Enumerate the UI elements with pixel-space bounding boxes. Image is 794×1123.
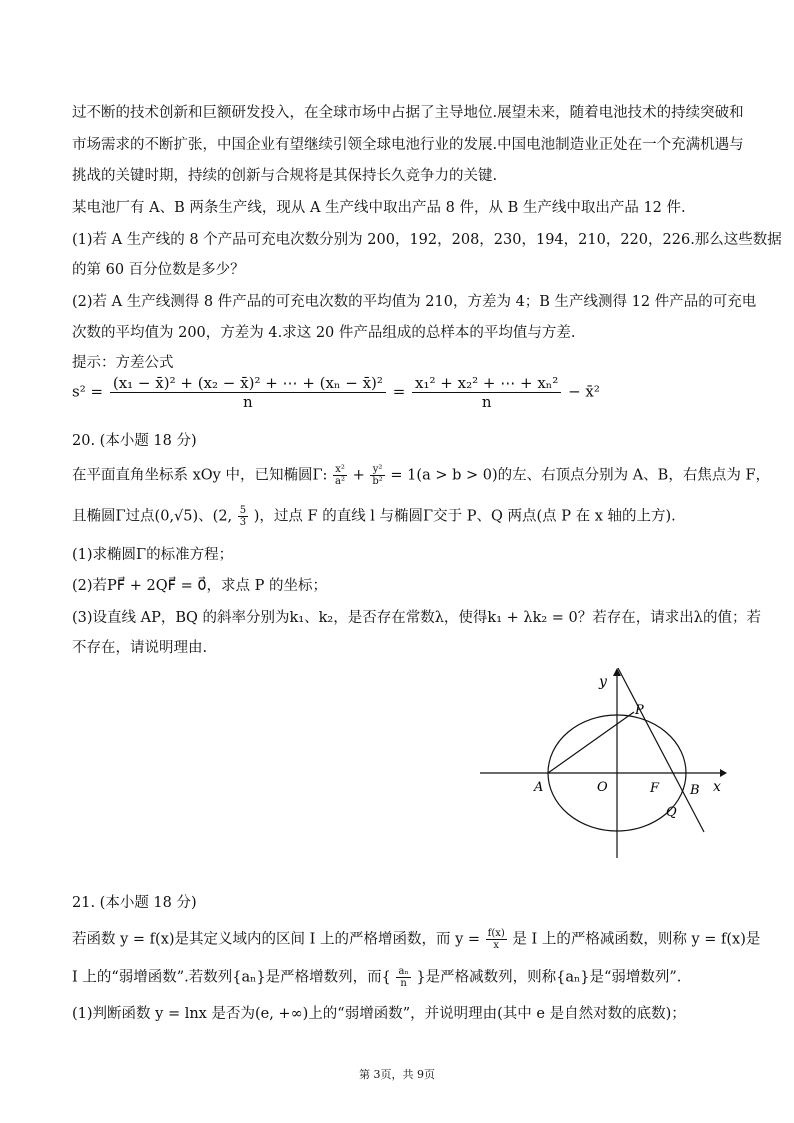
label-p: P (635, 703, 644, 718)
fraction-numerator: f(x) (487, 928, 505, 939)
label-o: O (597, 780, 608, 795)
text-fragment: 且椭圆Γ过点(0,√5)、(2, (72, 508, 233, 525)
text-fragment: = 1(a > b > 0)的左、右顶点分别为 A、B，右焦点为 F， (390, 467, 771, 484)
question-20-part-3-cont: 不存在，请说明理由. (72, 640, 208, 656)
formula-fraction-1-numerator: (x₁ − x̄)² + (x₂ − x̄)² + ⋯ + (xₙ − x̄)² (110, 374, 386, 393)
label-x: x (713, 779, 721, 795)
text-fragment: 是 I 上的严格减函数，则称 y = f(x)是 (512, 931, 761, 948)
fraction-an-n (396, 966, 410, 989)
line-l (618, 668, 704, 832)
fraction-denominator: 3 (239, 517, 247, 528)
hint-label: 提示：方差公式 (72, 355, 174, 371)
formula-tail: − x̄² (568, 382, 600, 401)
fraction-denominator: x (493, 940, 500, 951)
label-b: B (690, 783, 700, 798)
fraction-numerator: y² (370, 464, 384, 476)
question-20-line-1 (72, 464, 770, 487)
ellipse-diagram (478, 664, 728, 859)
question-21-part-1: (1)判断函数 y = lnx 是否为(e, +∞)上的“弱增函数”，并说明理由(其中 e 是自然对数的底数)； (72, 1006, 686, 1022)
formula-lhs: s² = (72, 382, 104, 401)
paragraph-line: 某电池厂有 A、B 两条生产线，现从 A 生产线中取出产品 8 件，从 B 生产线中取出产品 12 件. (72, 200, 686, 216)
question-21-line-2 (72, 966, 681, 989)
fraction-denominator: n (400, 978, 407, 989)
formula-fraction-2-denominator: n (481, 393, 492, 411)
question-19-part-2-cont: 次数的平均值为 200，方差为 4.求这 20 件产品组成的总样本的平均值与方差. (72, 325, 576, 341)
question-19-part-1: (1)若 A 生产线的 8 个产品可充电次数分别为 200，192，208，230，194，210，220，226.那么这些数据 (72, 232, 782, 248)
question-20-part-3: (3)设直线 AP，BQ 的斜率分别为k₁、k₂，是否存在常数λ，使得k₁ + λk₂ = 0？若存在，请求出λ的值；若 (72, 610, 761, 626)
text-fragment: 若函数 y = f(x)是其定义域内的区间 I 上的严格增函数，而 y = (72, 931, 481, 948)
fraction-numerator: aₙ (398, 966, 409, 977)
fraction-denominator: a² (335, 476, 346, 487)
question-20-part-1: (1)求椭圆Γ的标准方程； (72, 547, 234, 563)
variance-formula (72, 374, 600, 411)
text-fragment: }是严格减数列，则称{aₙ}是“弱增数列”. (416, 969, 682, 986)
page-footer: 第 3页，共 9页 (359, 1068, 435, 1081)
fraction-5-3 (238, 505, 248, 528)
fraction-numerator: 5 (239, 505, 247, 516)
label-f: F (650, 781, 660, 796)
question-21-header: 21. (本小题 18 分) (72, 895, 197, 911)
label-a: A (534, 780, 544, 795)
question-20-header: 20. (本小题 18 分) (72, 433, 197, 449)
fraction-denominator: b² (372, 476, 383, 487)
paragraph-line: 过不断的技术创新和巨额研发投入，在全球市场中占据了主导地位.展望未来，随着电池技术的持续突破和 (72, 105, 744, 121)
formula-equals: = (392, 382, 406, 401)
question-20-line-2 (72, 505, 676, 528)
fraction-y2-b2 (370, 464, 384, 487)
formula-fraction-1 (110, 374, 386, 411)
question-20-part-2: (2)若PF⃗ + 2QF⃗ = 0⃗，求点 P 的坐标； (72, 578, 328, 594)
fraction-x2-a2 (333, 464, 347, 487)
question-19-part-1-cont: 的第 60 百分位数是多少？ (72, 262, 245, 278)
text-fragment: )，过点 F 的直线 l 与椭圆Γ交于 P、Q 两点(点 P 在 x 轴的上方). (253, 508, 676, 525)
fraction-fx-x (486, 928, 507, 951)
x-axis-arrow-icon (720, 769, 727, 777)
plus-sign: + (352, 467, 365, 484)
question-21-line-1 (72, 928, 760, 951)
formula-fraction-1-denominator: n (243, 393, 253, 411)
formula-fraction-2-numerator: x₁² + x₂² + ⋯ + xₙ² (412, 374, 561, 393)
question-19-part-2: (2)若 A 生产线测得 8 件产品的可充电次数的平均值为 210，方差为 4；B 生产线测得 12 件产品的可充电 (72, 294, 757, 310)
label-y: y (599, 674, 607, 690)
formula-fraction-2 (412, 374, 561, 411)
text-fragment: 在平面直角坐标系 xOy 中，已知椭圆Γ: (72, 467, 328, 484)
text-fragment: I 上的“弱增函数”.若数列{aₙ}是严格增数列，而{ (72, 969, 391, 986)
paragraph-line: 市场需求的不断扩张，中国企业有望继续引领全球电池行业的发展.中国电池制造业正处在一个充满机遇与 (72, 137, 744, 153)
paragraph-line: 挑战的关键时期，持续的创新与合规将是其保持长久竞争力的关键. (72, 168, 498, 184)
label-q: Q (666, 805, 677, 820)
segment-ap (548, 712, 634, 773)
fraction-numerator: x² (333, 464, 347, 476)
